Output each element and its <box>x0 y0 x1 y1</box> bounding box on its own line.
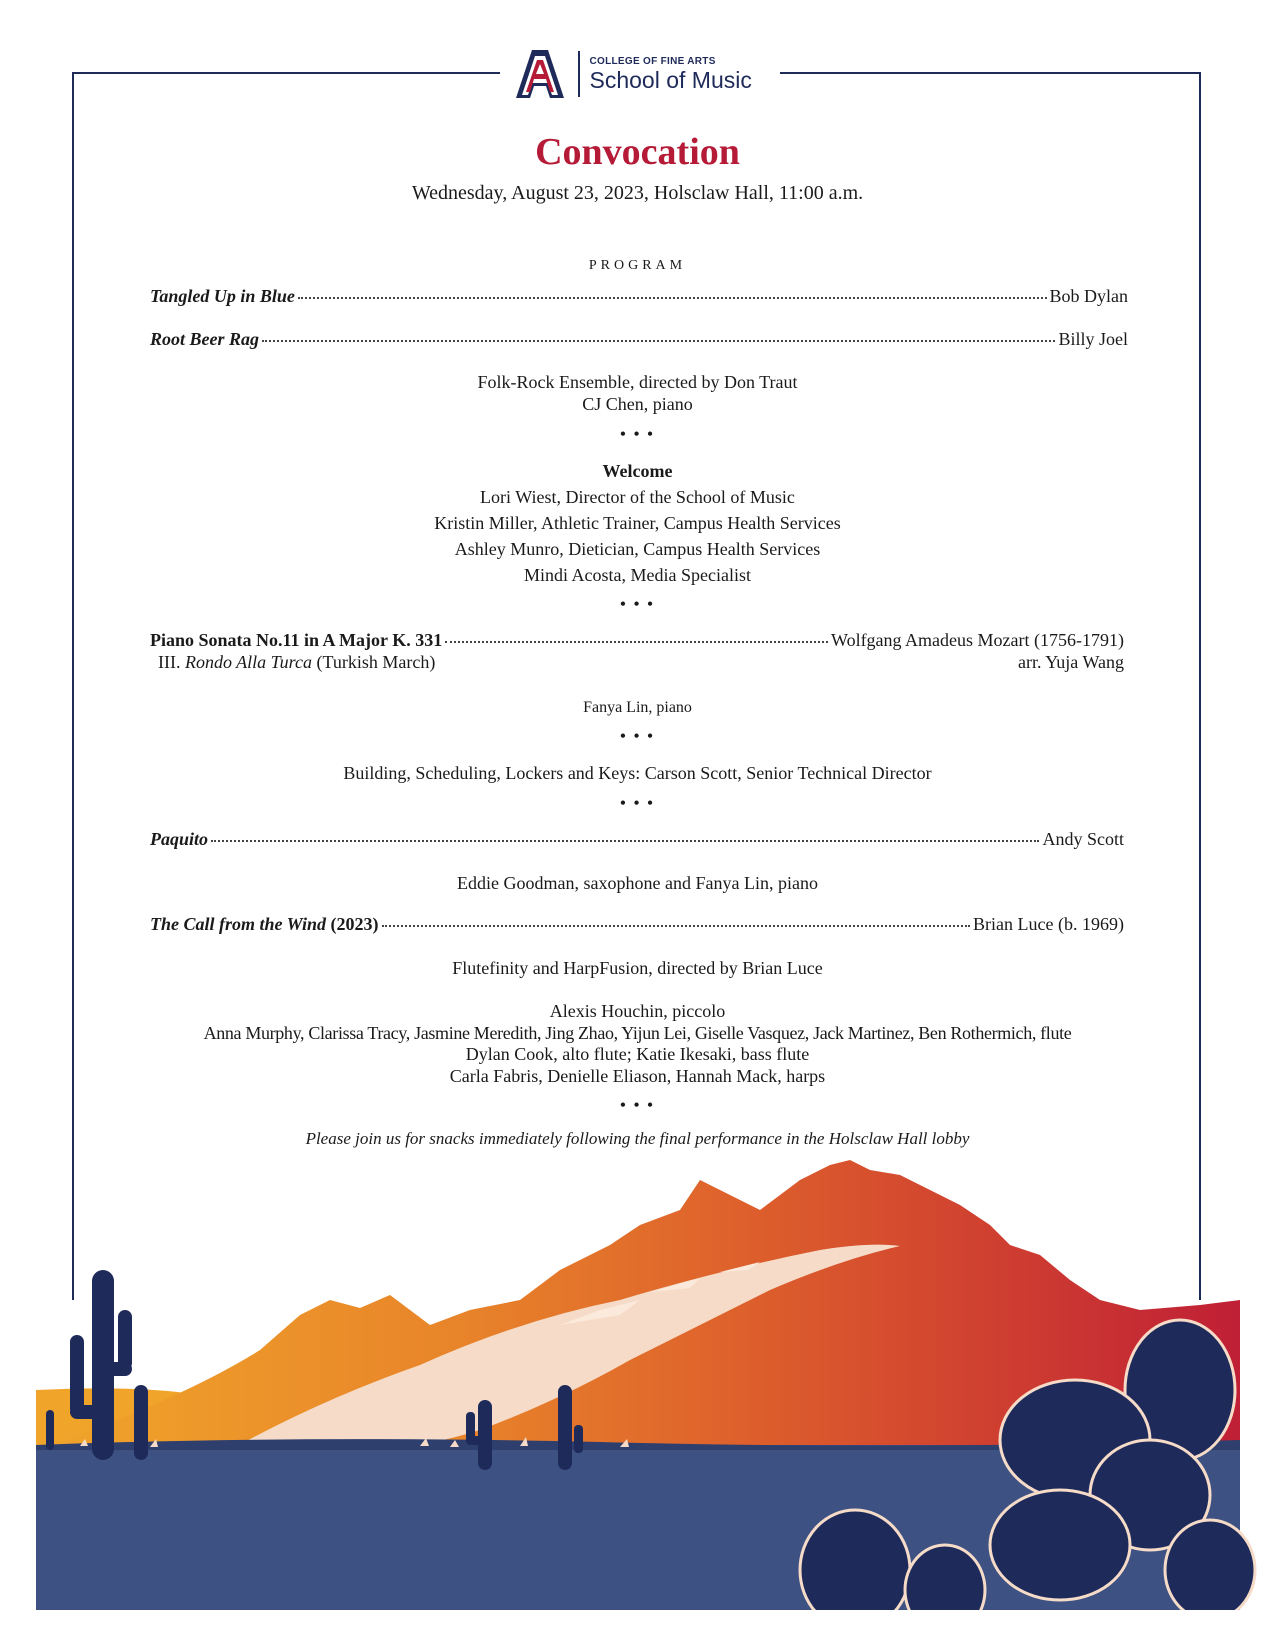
program-entry-paquito <box>150 829 1124 850</box>
school-name: School of Music <box>589 66 752 93</box>
dot-leader <box>298 297 1047 299</box>
performer-line: CJ Chen, piano <box>582 394 693 414</box>
arranger: arr. Yuja Wang <box>1017 652 1124 672</box>
work-year: (2023) <box>330 914 379 934</box>
program-heading: PROGRAM <box>588 258 687 273</box>
composer: Billy Joel <box>1058 329 1128 349</box>
college-name: COLLEGE OF FINE ARTS <box>589 55 716 67</box>
section-separator: • • • <box>620 1097 655 1114</box>
program-entry-root-beer <box>150 329 1128 350</box>
event-details: Wednesday, August 23, 2023, Holsclaw Hall, 11:00 a.m. <box>411 182 864 204</box>
section-separator: • • • <box>620 795 655 812</box>
ensemble-line: Flutefinity and HarpFusion, directed by Brian Luce <box>452 958 823 978</box>
movement-title: Rondo Alla Turca <box>184 652 312 672</box>
work-title: The Call from the Wind <box>150 914 327 934</box>
performer-line: Eddie Goodman, saxophone and Fanya Lin, piano <box>457 873 818 893</box>
player-line: Carla Fabris, Denielle Eliason, Hannah Mack, harps <box>449 1066 826 1086</box>
performer-line: Fanya Lin, piano <box>583 699 692 716</box>
welcome-heading: Welcome <box>602 461 673 481</box>
program-entry-tangled <box>150 286 1128 307</box>
movement-number: III. <box>158 652 181 672</box>
section-separator: • • • <box>620 728 655 745</box>
composer: Bob Dylan <box>1049 286 1128 306</box>
program-entry-call-from-wind <box>150 914 1124 935</box>
announcement-line: Building, Scheduling, Lockers and Keys: Carson Scott, Senior Technical Director <box>343 763 932 783</box>
section-separator: • • • <box>620 596 655 613</box>
dot-leader <box>382 925 971 927</box>
closing-note: Please join us for snacks immediately following the final performance in the Holsclaw Hall lobby <box>305 1129 970 1148</box>
work-title: Root Beer Rag <box>150 329 260 349</box>
logo-divider <box>578 51 580 97</box>
program-entry-mozart <box>150 630 1124 651</box>
composer: Andy Scott <box>1042 829 1124 849</box>
work-title: Piano Sonata No.11 in A Major K. 331 <box>150 630 443 650</box>
logo-text <box>590 56 752 93</box>
page-title: Convocation <box>535 131 740 173</box>
composer: Wolfgang Amadeus Mozart (1756-1791) <box>831 630 1124 650</box>
section-separator: • • • <box>620 426 655 443</box>
speaker-line: Kristin Miller, Athletic Trainer, Campus Health Services <box>434 513 841 533</box>
desert-landscape-illustration <box>0 1150 1275 1650</box>
movement-line <box>158 652 435 673</box>
dot-leader <box>262 340 1055 342</box>
dot-leader <box>211 840 1039 842</box>
performer-line: Folk-Rock Ensemble, directed by Don Traut <box>477 372 798 392</box>
work-title-group <box>150 914 379 935</box>
dot-leader <box>445 641 828 643</box>
player-line: Anna Murphy, Clarissa Tracy, Jasmine Meredith, Jing Zhao, Yijun Lei, Giselle Vasquez, Jack Martinez, Ben Rothermich, flute <box>203 1023 1072 1043</box>
composer: Brian Luce (b. 1969) <box>973 914 1124 934</box>
player-line: Dylan Cook, alto flute; Katie Ikesaki, bass flute <box>465 1044 810 1064</box>
school-logo <box>500 44 780 104</box>
university-a-icon <box>512 48 568 100</box>
speaker-line: Ashley Munro, Dietician, Campus Health Services <box>454 539 821 559</box>
player-line: Alexis Houchin, piccolo <box>549 1001 726 1021</box>
work-title: Tangled Up in Blue <box>150 286 295 306</box>
speaker-line: Mindi Acosta, Media Specialist <box>524 565 751 585</box>
work-title: Paquito <box>150 829 209 849</box>
speaker-line: Lori Wiest, Director of the School of Music <box>480 487 795 507</box>
movement-subtitle: (Turkish March) <box>316 652 436 672</box>
